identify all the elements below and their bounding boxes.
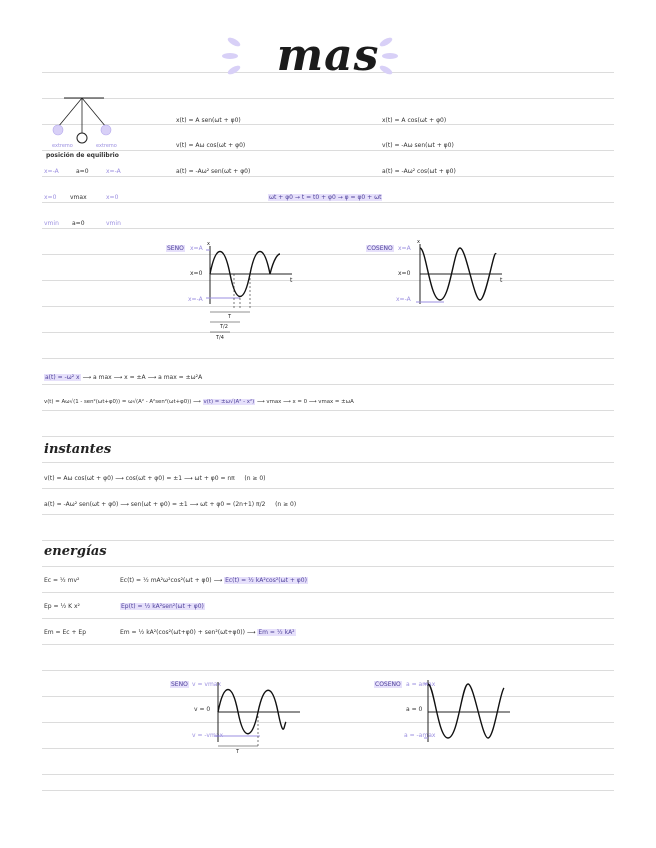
inst-l2c: ωt + φ0 = (2n+1) π/2 — [200, 501, 266, 508]
en-ep-line — [120, 603, 205, 610]
g1-seno-xtop: x=A — [190, 245, 203, 252]
g1-seno-xmid: x=0 — [190, 270, 203, 277]
graph2-seno — [214, 678, 304, 758]
g1-seno-t: t — [290, 277, 293, 284]
eq-cos-v: v(t) = -Aω sen(ωt + φ0) — [382, 142, 454, 149]
row2-lav2: x=0 — [106, 194, 119, 201]
graph2-coseno — [424, 678, 514, 748]
g2-seno-T: T — [236, 749, 240, 755]
g1-seno-T2: T/2 — [220, 324, 228, 330]
g1-cos-xbot: x=-A — [396, 296, 411, 303]
eq-cos-a: a(t) = -Aω² cos(ωt + φ0) — [382, 168, 456, 175]
g1-cos-xaxis: x — [417, 239, 420, 245]
pendulum-diagram — [44, 95, 124, 150]
en-ec-hl: Ec(t) = ½ kA²cos²(ωt + φ0) — [225, 577, 307, 584]
eq-seno-a: a(t) = -Aω² sen(ωt + φ0) — [176, 168, 251, 175]
inst-l1b: cos(ωt + φ0) = ±1 — [125, 475, 183, 482]
g2-cos-top: a = amax — [406, 681, 436, 688]
graph1-seno — [206, 240, 296, 340]
page-title: mas — [276, 30, 380, 81]
rel-a-1: a max — [93, 374, 112, 381]
rel-v-main: v(t) = Aω√(1 - sen²(ωt+φ0)) = ω√(A² - A²sen²(ωt+φ0)) — [44, 399, 192, 405]
phase-text: ωt + φ0 → t = t0 + φ0 → φ = φ0 + ωt — [269, 194, 382, 201]
graph1-coseno — [416, 240, 506, 310]
g2-cos-bot: a = -amax — [404, 732, 436, 739]
g2-seno-label — [170, 681, 189, 688]
g1-cos-xmid: x=0 — [398, 270, 411, 277]
rel-v-1: vmax — [266, 399, 282, 405]
g2-seno-mid: v = 0 — [194, 706, 211, 713]
inst-l1c: ωt + φ0 = nπ — [194, 475, 235, 482]
g2-seno-bot: v = -vmax — [192, 732, 224, 739]
g1-cos-xtop: x=A — [398, 245, 411, 252]
inst-l1d: (n ≥ 0) — [244, 475, 266, 482]
row2-text: vmax — [70, 194, 87, 201]
g2-cos-mid: a = 0 — [406, 706, 423, 713]
g1-cos-label — [366, 245, 394, 252]
g1-seno-text: SENO — [167, 245, 184, 252]
rel-v-hl: v(t) = ±ω√(A² - x²) — [203, 399, 255, 405]
rel-a-hl: a(t) = -ω² x — [45, 374, 80, 381]
g1-seno-T: T — [228, 314, 232, 320]
en-ec-eq: Ec(t) = ½ mA²ω²cos²(ωt + φ0) — [120, 577, 212, 584]
rel-v-line: v(t) = Aω√(1 - sen²(ωt+φ0)) = ω√(A² - A²sen²(ωt+φ0)) ⟶ v(t) = ±ω√(A² - x²) ⟶ vmax ⟶ x = 0 ⟶ vmax = ±ωA — [44, 399, 354, 405]
row1-lav2: x=-A — [106, 168, 121, 175]
rel-a-3: a max = ±ω²A — [158, 374, 203, 381]
g1-cos-t: t — [500, 277, 503, 284]
en-ec: Ec = ½ mv² — [44, 577, 80, 584]
en-ep: Ep = ½ K x² — [44, 603, 80, 610]
heading-instantes: instantes — [44, 442, 112, 457]
en-em-hl: Em = ½ kA² — [258, 629, 295, 636]
inst-l2d: (n ≥ 0) — [275, 501, 297, 508]
en-em: Em = Ec + Ep — [44, 629, 87, 636]
g2-seno-text: SENO — [171, 681, 188, 688]
g2-cos-label — [374, 681, 402, 688]
en-ep-hl: Ep(t) = ½ kA²sen²(ωt + φ0) — [121, 603, 204, 610]
eq-cos-x: x(t) = A cos(ωt + φ0) — [382, 117, 447, 124]
eq-phase — [268, 194, 382, 201]
g2-cos-text: COSENO — [375, 681, 401, 688]
heading-energias: energías — [44, 544, 107, 559]
g1-seno-xbot: x=-A — [188, 296, 203, 303]
rel-v-2: x = 0 — [292, 399, 308, 405]
eq-seno-v: v(t) = Aω cos(ωt + φ0) — [176, 142, 246, 149]
row3-lav: vmin — [44, 220, 59, 227]
inst-l2b: sen(ωt + φ0) = ±1 — [130, 501, 188, 508]
inst-line2: a(t) = -Aω² sen(ωt + φ0) ⟶ sen(ωt + φ0) = ±1 ⟶ ωt + φ0 = (2n+1) π/2 (n ≥ 0) — [44, 501, 297, 508]
extremo-left: extremo — [52, 143, 73, 149]
g1-seno-label — [166, 245, 185, 252]
rel-a-line: a(t) = -ω² x ⟶ a max ⟶ x = ±A ⟶ a max = ±ω²A — [45, 374, 203, 381]
inst-line1: v(t) = Aω cos(ωt + φ0) ⟶ cos(ωt + φ0) = ±1 ⟶ ωt + φ0 = nπ (n ≥ 0) — [44, 475, 266, 482]
row3-text: a=0 — [72, 220, 85, 227]
extremo-right: extremo — [96, 143, 117, 149]
row2-lav: x=0 — [44, 194, 57, 201]
g1-cos-text: COSENO — [367, 245, 393, 252]
row1-lav: x=-A — [44, 168, 59, 175]
row3-lav2: vmin — [106, 220, 121, 227]
rel-v-3: vmax = ±ωA — [318, 399, 354, 405]
g1-seno-xaxis: x — [207, 241, 210, 247]
en-em-line: Em = ½ kA²(cos²(ωt+φ0) + sen²(ωt+φ0)) ⟶ Em = ½ kA² — [120, 629, 295, 636]
g2-seno-top: v = vmax — [192, 681, 222, 688]
inst-l2a: a(t) = -Aω² sen(ωt + φ0) — [44, 501, 119, 508]
equilibrium-caption: posición de equilibrio — [46, 152, 119, 159]
inst-l1a: v(t) = Aω cos(ωt + φ0) — [44, 475, 114, 482]
row1-text: a=0 — [76, 168, 89, 175]
eq-seno-x: x(t) = A sen(ωt + φ0) — [176, 117, 241, 124]
en-em-eq: Em = ½ kA²(cos²(ωt+φ0) + sen²(ωt+φ0)) — [120, 629, 245, 636]
en-ec-line: Ec(t) = ½ mA²ω²cos²(ωt + φ0) ⟶ Ec(t) = ½ kA²cos²(ωt + φ0) — [120, 577, 307, 584]
rel-a-2: x = ±A — [124, 374, 146, 381]
g1-seno-T4: T/4 — [216, 335, 224, 341]
